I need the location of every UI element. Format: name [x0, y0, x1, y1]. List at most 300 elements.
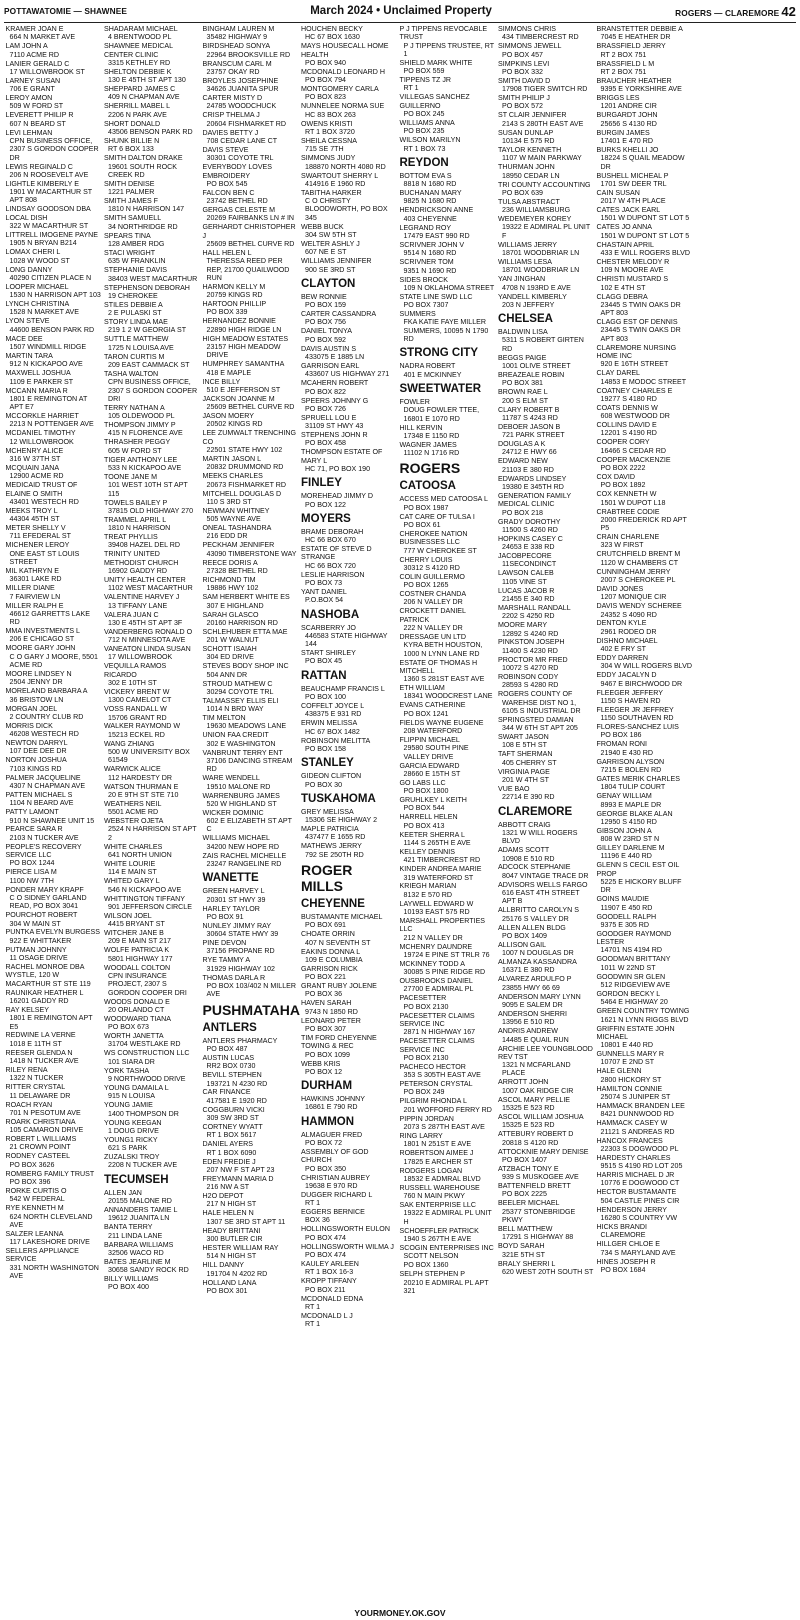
city-heading: WANETTE — [202, 872, 259, 885]
owner-name: HALE HELEN N — [202, 1209, 254, 1218]
listing-entry — [104, 912, 200, 929]
listing-entry — [498, 406, 594, 423]
owner-address: HC 66 BOX 670 — [305, 536, 356, 545]
city-heading: CLAYTON — [301, 277, 356, 290]
owner-name: HIGH MEADOW ESTATES — [202, 334, 289, 343]
listing-entry — [104, 688, 200, 705]
listing-entry — [400, 293, 496, 310]
listing-entry — [400, 1037, 496, 1062]
owner-name: CARTER CASSANDRA — [301, 310, 377, 319]
owner-name: REESER GLENDA N — [5, 1048, 73, 1057]
owner-address: 2504 JENNY DR — [9, 678, 63, 687]
owner-address: 36 BRISTOW LN — [9, 695, 64, 704]
listing-entry — [6, 1066, 102, 1083]
owner-name: CORTNEY WYATT — [202, 1123, 263, 1132]
owner-address: PO BOX 122 — [305, 500, 347, 509]
owner-address: 13956 E 510 RD — [502, 1018, 555, 1027]
owner-name: COOPER CORY — [596, 438, 650, 447]
owner-address: 212 N VALLEY DR — [403, 933, 463, 942]
owner-name: FLEEGER JEFFERY — [596, 688, 663, 697]
listing-entry — [597, 585, 693, 602]
owner-address: 24712 E HWY 66 — [502, 448, 557, 457]
owner-address: 1007 OAK RIDGE CIR — [502, 1086, 574, 1095]
owner-name: FALCON BEN C — [202, 188, 255, 197]
owner-address: 901 JEFFERSON CIRCLE — [108, 902, 192, 911]
listing-entry — [6, 42, 102, 59]
owner-address: 7 FAIRVIEW LN — [9, 592, 61, 601]
owner-name: PACESETTER — [399, 994, 447, 1003]
owner-name: DAVIS STEVE — [202, 145, 249, 154]
owner-address: 1501 W DUPOT L18 — [600, 498, 666, 507]
listing-entry — [104, 593, 200, 610]
listing-entry — [6, 567, 102, 584]
listing-entry — [104, 722, 200, 739]
listing-entry — [400, 1115, 496, 1132]
owner-name: HANCOX FRANCES — [596, 1136, 663, 1145]
owner-name: HAMMACK BRANDEN LEE — [596, 1101, 685, 1110]
owner-name: FIELDS WAYNE EUGENE — [399, 718, 484, 727]
owner-name: SWARTOUT SHERRY L — [301, 171, 379, 180]
city-heading: FINLEY — [301, 477, 342, 490]
owner-name: PONDER MARY KRAPF — [5, 885, 84, 894]
owner-address: 20502 KINGS RD — [206, 420, 263, 429]
owner-name: SUTTLE MATTHEW — [104, 335, 169, 344]
owner-address: PO BOX 673 — [108, 1023, 150, 1032]
listing-entry — [203, 25, 299, 42]
listing-entry — [400, 796, 496, 813]
owner-name: TARON CURTIS M — [104, 352, 165, 361]
listing-entry — [498, 111, 594, 128]
listing-entry — [104, 438, 200, 455]
owner-address: 24653 E 338 RD — [502, 543, 555, 552]
owner-address: PO BOX 103/402 N MILLER AVE — [206, 982, 297, 999]
owner-address: PO BOX 1265 — [403, 581, 449, 590]
listing-entry — [400, 59, 496, 76]
owner-name: WEBSTER OJETA — [104, 817, 164, 826]
listing-entry — [498, 1165, 594, 1182]
listing-entry — [203, 163, 299, 188]
listing-entry — [104, 1119, 200, 1136]
header-title: March 2024 • Unclaimed Property — [310, 5, 492, 17]
owner-address: 2208 N TUCKER AVE — [108, 1161, 178, 1170]
owner-name: WILLIAMS JERRY — [498, 240, 557, 249]
owner-name: VANEATON LINDA SUSAN — [104, 645, 191, 654]
listing-entry — [203, 1244, 299, 1261]
listing-entry — [400, 917, 496, 942]
owner-address: 434 TIMBERCREST RD — [502, 33, 579, 42]
listing-entry — [498, 275, 594, 292]
owner-name: BATTENFIELD BRETT — [498, 1182, 571, 1191]
owner-name: BREAZEALE ROBIN — [498, 370, 565, 379]
owner-address: 19322 E ADMIRAL PL UNIT F — [502, 223, 591, 240]
listing-entry — [6, 756, 102, 773]
owner-address: 21455 E 340 RD — [502, 594, 555, 603]
listing-entry — [203, 111, 299, 128]
owner-address: 1810 N HARRISON — [108, 524, 171, 533]
listing-entry — [6, 507, 102, 524]
owner-address: 433 E WILL ROGERS BLVD — [600, 248, 690, 257]
owner-name: BOYD SARAH — [498, 1242, 545, 1251]
listing-entry — [597, 293, 693, 318]
owner-address: 28660 E 15TH ST — [403, 769, 461, 778]
owner-address: 11 DELAWARE DR — [9, 1091, 71, 1100]
listing-entry — [203, 490, 299, 507]
owner-name: H2O DEPOT — [202, 1192, 244, 1201]
owner-name: JACKSON JOANNE M — [202, 394, 275, 403]
listing-entry — [6, 886, 102, 911]
listing-entry — [597, 490, 693, 507]
listing-entry — [400, 960, 496, 977]
listing-entry — [597, 318, 693, 343]
owner-address: PO BOX 100 — [305, 693, 347, 702]
owner-address: 1725 N LOUISA AVE — [108, 343, 174, 352]
owner-name: GRANT RUBY JOLENE — [301, 982, 377, 991]
owner-address: 15325 E 523 RD — [502, 1121, 555, 1130]
owner-name: THOMAS DARLA R — [202, 973, 266, 982]
listing-entry — [400, 310, 496, 343]
listing-entry — [597, 223, 693, 240]
owner-name: SAK ENTERPRISE LLC — [399, 1201, 476, 1210]
owner-address: 19277 S 4180 RD — [600, 394, 657, 403]
listing-entry — [597, 241, 693, 258]
owner-address: HC 83 BOX 263 — [305, 110, 356, 119]
owner-name: ROGERS COUNTY OF — [498, 690, 573, 699]
listing-entry — [597, 206, 693, 223]
owner-address: 109 N MOORE AVE — [600, 266, 664, 275]
owner-address: 27700 E ADMIRAL PL — [403, 985, 474, 994]
owner-address: 17 WILLOWBROOK — [108, 653, 173, 662]
owner-address: 209 E MAIN ST 217 — [108, 937, 171, 946]
listing-entry — [597, 1223, 693, 1240]
listing-entry — [6, 248, 102, 265]
listing-entry — [203, 223, 299, 248]
owner-name: TERRY NATHAN A — [104, 403, 165, 412]
owner-name: WANG ZHIANG — [104, 739, 155, 748]
owner-name: MCCANN MARIA R — [5, 386, 68, 395]
listing-entry — [6, 644, 102, 669]
owner-address: 236 WILLIAMSBURG — [502, 206, 571, 215]
listing-entry — [6, 774, 102, 791]
owner-name: MEDICAID TRUST OF ELAINE O SMITH — [5, 481, 78, 498]
listing-entry — [6, 1031, 102, 1048]
owner-name: TIM FORD CHEYENNE TOWING & REC — [301, 1033, 377, 1051]
owner-address: PO BOX 559 — [403, 67, 445, 76]
owner-name: ESTATE OF STEVE D STRANGE — [301, 545, 372, 562]
owner-name: SCRIVNER JOHN V — [399, 241, 465, 250]
owner-address: 542 W FEDERAL — [9, 1195, 65, 1204]
listing-entry — [400, 206, 496, 223]
listing-entry — [597, 60, 693, 77]
listing-entry — [597, 895, 693, 912]
owner-name: HAWKINS JOHNNY — [301, 1095, 365, 1104]
owner-address: 2 COUNTRY CLUB RD — [9, 712, 84, 721]
owner-address: C O CHRISTY BLOODWORTH, PO BOX 345 — [305, 197, 388, 222]
listing-entry — [498, 1225, 594, 1242]
owner-name: CATES JO ANNA — [596, 223, 652, 232]
owner-name: WITCHER JANE B — [104, 929, 164, 938]
listing-entry — [203, 283, 299, 300]
owner-name: ROARK CHRISTIANA — [5, 1117, 76, 1126]
listing-entry — [301, 240, 397, 257]
owner-name: VICKERY BRENT W — [104, 687, 170, 696]
owner-address: 19612 JUANITA LN — [108, 1214, 170, 1223]
listing-entry — [104, 1258, 200, 1275]
listing-entry — [301, 1243, 397, 1260]
owner-address: 191704 N 4202 RD — [206, 1269, 268, 1278]
owner-address: KYRA BETH HOUSTON, 1000 N LYNN LANE RD — [403, 641, 483, 658]
owner-name: SHORT DONALD — [104, 119, 161, 128]
owner-name: PIPPIN JORDAN — [399, 1114, 454, 1123]
city-heading: CATOOSA — [399, 480, 456, 493]
owner-name: HUMPHREY SAMANTHA — [202, 360, 285, 369]
owner-name: DUGGER RICHARD L — [301, 1190, 373, 1199]
listing-entry — [203, 42, 299, 59]
owner-address: 1400 THOMPSON DR — [108, 1109, 179, 1118]
owner-address: 721 PARK STREET — [502, 431, 565, 440]
listing-entry — [203, 559, 299, 576]
owner-address: 1528 N MARKET AVE — [9, 308, 80, 317]
owner-address: 11102 N 1716 RD — [403, 449, 460, 458]
owner-address: 1109 E PARKER ST — [9, 377, 74, 386]
listing-entry — [301, 68, 397, 85]
owner-name: MEEKS CHARLES — [202, 472, 263, 481]
owner-address: 2202 S 4250 RD — [502, 612, 555, 621]
listing-entry — [301, 42, 397, 67]
owner-name: BRIGGS LES — [596, 94, 640, 103]
owner-address: 23742 BETHEL RD — [206, 197, 268, 206]
owner-name: EVERYBODY LOVES EMBROIDERY — [202, 163, 273, 180]
owner-address: 17401 E 470 RD — [600, 136, 653, 145]
listing-entry — [301, 1034, 397, 1059]
owner-name: ASCOL MARY PELLIE — [498, 1095, 571, 1104]
listing-entry — [400, 882, 496, 899]
listing-entry — [104, 1067, 200, 1084]
owner-name: BEGGS PAIGE — [498, 353, 547, 362]
owner-address: 509 W FORD ST — [9, 102, 64, 111]
owner-name: ONEAL TASHANDRA — [202, 524, 272, 533]
owner-address: 9515 S 4190 RD LOT 205 — [600, 1162, 683, 1171]
owner-name: KROPP TIFFANY — [301, 1277, 357, 1286]
owner-name: MAYS HOUSECALL HOME HEALTH — [301, 42, 389, 59]
listing-entry — [498, 1182, 594, 1199]
owner-address: PO BOX 544 — [403, 804, 445, 813]
listing-entry — [597, 344, 693, 369]
owner-name: MITCHELL DOUGLAS D — [202, 489, 282, 498]
owner-address: 1104 N BEARD AVE — [9, 799, 74, 808]
owner-address: PO BOX 545 — [206, 179, 248, 188]
listing-entry — [597, 1119, 693, 1136]
owner-name: WORTH JANETTA — [104, 1032, 164, 1041]
owner-address: 1621 N LYNN RIGGS BLVD — [600, 1015, 689, 1024]
listing-entry — [597, 550, 693, 567]
owner-name: YOUNG JAMIE — [104, 1101, 153, 1110]
owner-address: 201 W 4TH ST — [502, 776, 549, 785]
owner-name: HARLEY TAYLOR — [202, 904, 260, 913]
owner-address: 304 ED DRIVE — [206, 653, 254, 662]
listing-entry — [400, 779, 496, 796]
owner-address: 15706 GRANT RD — [108, 713, 167, 722]
owner-address: 37106 DANCING STREAM RD — [206, 757, 293, 774]
owner-name: LUCAS JACOB R — [498, 586, 555, 595]
listing-entry — [597, 1188, 693, 1205]
listing-entry — [6, 447, 102, 464]
owner-address: 11 OSAGE DRIVE — [9, 954, 68, 963]
listing-entry — [498, 604, 594, 621]
listing-entry — [6, 180, 102, 205]
listing-entry — [400, 241, 496, 258]
county-heading: ROGERS — [399, 460, 461, 477]
owner-address: 5464 E HIGHWAY 20 — [600, 998, 668, 1007]
listing-entry — [6, 627, 102, 644]
listing-entry — [400, 224, 496, 241]
owner-name: COX KENNETH W — [596, 490, 657, 499]
owner-name: SMITH JAMES F — [104, 197, 158, 206]
owner-name: BALDWIN LISA — [498, 328, 548, 337]
listing-entry — [400, 1097, 496, 1114]
owner-name: FLEEGER JR JEFFREY — [596, 705, 674, 714]
owner-address: 30301 COYOTE TRL — [206, 154, 274, 163]
owner-name: VILLEGAS SANCHEZ GUILLERNO — [399, 93, 470, 110]
listing-entry — [203, 774, 299, 791]
owner-name: SPRUELL LOU E — [301, 413, 357, 422]
owner-name: ANNANDERS TAMIE L — [104, 1206, 178, 1215]
owner-name: SUSAN DUNLAP — [498, 128, 554, 137]
owner-name: TIM MELTON — [202, 714, 246, 723]
owner-name: TASHA WALTON — [104, 369, 159, 378]
owner-address: 7110 ACME RD — [9, 50, 60, 59]
listing-entry — [301, 310, 397, 327]
owner-name: LAWSON CALEB — [498, 569, 554, 578]
owner-address: 616 EAST 4TH STREET APT B — [502, 889, 580, 906]
owner-name: PETERSON CRYSTAL — [399, 1080, 473, 1089]
owner-name: BILLY WILLIAMS — [104, 1275, 159, 1284]
owner-address: 10707 E 2ND ST — [600, 1058, 655, 1067]
listing-entry — [498, 457, 594, 474]
listing-entry — [104, 102, 200, 119]
owner-name: COOPER MACKENZIE — [596, 455, 671, 464]
owner-name: MILLER RALPH E — [5, 601, 64, 610]
listing-entry — [6, 687, 102, 704]
owner-name: DANIEL TONYA — [301, 327, 352, 336]
owner-address: 2800 HICKORY ST — [600, 1075, 662, 1084]
owner-address: 110 S 3RD ST — [206, 497, 252, 506]
owner-address: 109 E COLUMBIA — [305, 955, 363, 964]
owner-name: GARRISON RICK — [301, 964, 358, 973]
owner-name: PINKSTON JOSEPH — [498, 638, 565, 647]
owner-address: PO BOX 3626 — [9, 1160, 55, 1169]
owner-address: 1322 N TUCKER — [9, 1074, 64, 1083]
owner-address: 1028 W WOOD ST — [9, 256, 70, 265]
owner-address: 331 NORTH WASHINGTON AVE — [9, 1263, 99, 1281]
listing-entry — [203, 507, 299, 524]
owner-name: STEVES BODY SHOP INC — [202, 662, 289, 671]
owner-name: PIERCE LISA M — [5, 868, 57, 877]
listing-entry — [104, 783, 200, 800]
owner-name: SIMMONS JEWELL — [498, 42, 562, 51]
owner-address: 23757 OKAY RD — [206, 67, 260, 76]
owner-address: 37815 OLD HIGHWAY 270 — [108, 506, 194, 515]
owner-name: ADCOCK STEPHANIE — [498, 863, 571, 872]
owner-address: PO BOX 592 — [305, 335, 347, 344]
owner-address: 1105 VINE ST — [502, 577, 547, 586]
owner-name: RYE KENNETH M — [5, 1204, 64, 1213]
listing-entry — [400, 556, 496, 573]
listing-entry — [400, 1080, 496, 1097]
owner-address: PO BOX 211 — [305, 1285, 346, 1294]
listing-entry — [400, 76, 496, 93]
owner-name: LAM JOHN A — [5, 42, 48, 51]
owner-address: 40290 CITIZEN PLACE N — [9, 273, 92, 282]
listing-entry — [498, 535, 594, 552]
owner-address: PO BOX 158 — [305, 744, 347, 753]
owner-name: BROYLES JOSEPHINE — [202, 76, 279, 85]
listing-entry — [597, 508, 693, 533]
owner-address: 30312 S 4120 RD — [403, 563, 460, 572]
owner-address: 1801 E REMINGTON AT APT E7 — [9, 394, 88, 412]
listing-entry — [498, 785, 594, 802]
listing-entry — [203, 887, 299, 904]
owner-name: MILLER DIANE — [5, 584, 55, 593]
owner-name: PEOPLE'S RECOVERY SERVICE LLC — [5, 842, 82, 860]
owner-name: WILLIAMS MICHAEL — [202, 834, 270, 843]
owner-address: 12950 S 4150 RD — [600, 817, 657, 826]
owner-name: HAMMACK CASEY W — [596, 1119, 668, 1128]
owner-address: 437477 E 1655 RD — [305, 833, 366, 842]
owner-name: BEVILL STEPHEN — [202, 1071, 262, 1080]
owner-name: DANIEL AYERS — [202, 1140, 253, 1149]
owner-address: 16371 E 380 RD — [502, 966, 555, 975]
listing-entry — [104, 533, 200, 550]
owner-name: THOMPSON ESTATE OF MARY L — [301, 448, 383, 465]
listing-entry — [498, 690, 594, 715]
listing-entry — [498, 1010, 594, 1027]
owner-address: C O GARY J MOORE, 5501 ACME RD — [9, 652, 98, 669]
listing-entry — [400, 1261, 496, 1269]
owner-address: 201 W WALNUT — [206, 636, 259, 645]
owner-address: 130 E 45TH ST APT 3F — [108, 618, 183, 627]
listing-entry — [104, 197, 200, 214]
listing-entry — [400, 607, 496, 632]
owner-address: 128 AMBER RDG — [108, 239, 165, 248]
owner-address: 433607 US HIGHWAY 271 — [305, 370, 390, 379]
owner-address: RT 2 BOX 751 — [600, 50, 647, 59]
owner-address: 7103 KINGS RD — [9, 764, 62, 773]
owner-address: RT 1 — [403, 84, 419, 93]
listing-entry — [301, 825, 397, 842]
listing-entry — [6, 335, 102, 352]
owner-address: 4415 BRYANT ST — [108, 920, 165, 929]
owner-name: GENAY WILLIAM — [596, 792, 652, 801]
owner-address: 777 W CHEROKEE ST — [403, 546, 477, 555]
owner-name: HOPKINS CASEY C — [498, 534, 563, 543]
owner-name: HARDESTY CHARLES — [596, 1153, 671, 1162]
owner-name: CLARY ROBERT B — [498, 405, 560, 414]
owner-address: 10072 S 4270 RD — [502, 664, 559, 673]
owner-name: GARCIA EDWARD — [399, 761, 460, 770]
owner-name: LEROY AMON — [5, 94, 53, 103]
listing-entry — [104, 404, 200, 421]
owner-name: ROMBERG FAMILY TRUST — [5, 1169, 95, 1178]
owner-name: CHRISTI MUSTARD S — [596, 275, 669, 284]
listing-entry — [498, 388, 594, 405]
listing-entry — [6, 129, 102, 162]
listing-entry — [498, 846, 594, 863]
owner-name: THRASHER PEGGY — [104, 438, 171, 447]
owner-name: GO LABS LLC — [399, 778, 446, 787]
listing-entry — [104, 645, 200, 662]
owner-name: WEATHERS NEIL — [104, 799, 162, 808]
owner-name: BURGARDT JOHN — [596, 111, 658, 120]
